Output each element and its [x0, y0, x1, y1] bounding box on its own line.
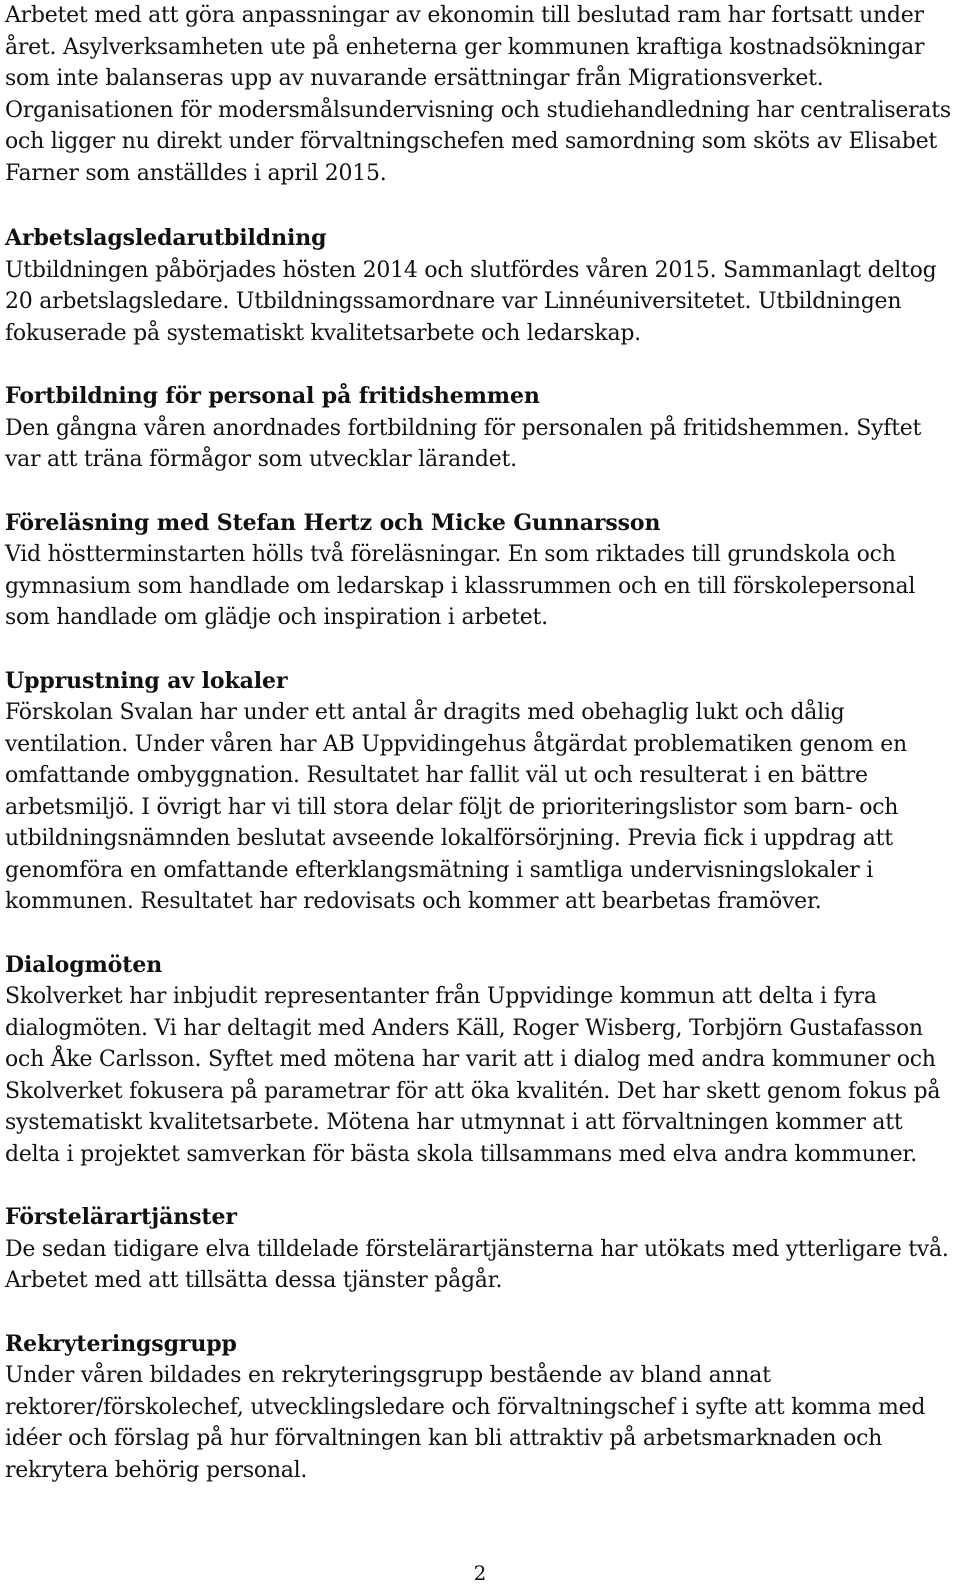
section-heading: Upprustning av lokaler: [5, 667, 288, 694]
section-paragraph: Förskolan Svalan har under ett antal år dragits med obehaglig lukt och dålig ventilation. Under våren har AB Uppvidingehus åtgärdat problematiken genom en omfattande ombyggnation. Resultatet har fallit väl ut och resulterat i en bättre arbetsmiljö. I övrigt har vi till stora delar följt de prioriteringslistor som barn- och utbildningsnämnden beslutat avseende lokalförsörjning. Previa fick i uppdrag att genomföra en omfattande efterklangsmätning i samtliga undervisningslokaler i kommunen. Resultatet har redovisats och kommer att bearbetas framöver.: [5, 700, 907, 914]
document-page: [5, 0, 955, 1486]
section-fortbildning-fritidshem: [5, 381, 955, 476]
section-paragraph: Skolverket har inbjudit representanter från Uppvidinge kommun att delta i fyra dialogmöten. Vi har deltagit med Anders Käll, Roger Wisberg, Torbjörn Gustafasson och Åke Carlsson. Syftet med mötena har varit att i dialog med andra kommuner och Skolverket fokusera på parametrar för att öka kvalitén. Det har skett genom fokus på systematiskt kvalitetsarbete. Mötena har utmynnat i att förvaltningen kommer att delta i projektet samverkan för bästa skola tillsammans med elva andra kommuner.: [5, 984, 941, 1167]
section-heading: Arbetslagsledarutbildning: [5, 225, 327, 251]
section-heading: Rekryteringsgrupp: [5, 1330, 237, 1357]
section-forelasning: [5, 508, 955, 634]
section-paragraph: Den gångna våren anordnades fortbildning för personalen på fritidshemmen. Syftet var att träna förmågor som utvecklar lärandet.: [5, 415, 922, 472]
section-paragraph: Under våren bildades en rekryteringsgrupp bestående av bland annat rektorer/förskolechef, utvecklingsledare och förvaltningschef i syfte att komma med idéer och förslag på hur förvaltningen kan bli attraktiv på arbetsmarknaden och rekrytera behörig personal.: [5, 1363, 926, 1483]
section-paragraph: De sedan tidigare elva tilldelade förstelärartjänsterna har utökats med ytterligare två. Arbetet med att tillsätta dessa tjänster pågår.: [5, 1236, 949, 1293]
section-heading: Förstelärartjänster: [5, 1204, 237, 1230]
section-rekryteringsgrupp: [5, 1329, 955, 1487]
page-number: 2: [473, 1561, 487, 1585]
section-heading: Dialogmöten: [5, 951, 163, 978]
section-arbetslagsledarutbildning: [5, 223, 955, 349]
section-heading: Fortbildning för personal på fritidshemmen: [5, 383, 540, 409]
section-heading: Föreläsning med Stefan Hertz och Micke Gunnarsson: [5, 509, 661, 536]
section-dialogmoten: [5, 950, 955, 1171]
section-paragraph: Utbildningen påbörjades hösten 2014 och slutfördes våren 2015. Sammanlagt deltog 20 arbetslagsledare. Utbildningssamordnare var Linnéuniversitetet. Utbildningen fokuserade på systematiskt kvalitetsarbete och ledarskap.: [5, 257, 937, 346]
section-paragraph: Vid höstterminstarten hölls två föreläsningar. En som riktades till grundskola och gymnasium som handlade om ledarskap i klassrummen och en till förskolepersonal som handlade om glädje och inspiration i arbetet.: [5, 542, 916, 630]
section-upprustning-lokaler: [5, 666, 955, 918]
intro-paragraph: Arbetet med att göra anpassningar av ekonomin till beslutad ram har fortsatt under året. Asylverksamheten ute på enheterna ger kommunen kraftiga kostnadsökningar som inte balanseras upp av nuvarande ersättningar från Migrationsverket. Organisationen för modersmålsundervisning och studiehandledning har centraliserats och ligger nu direkt under förvaltningschefen med samordning som sköts av Elisabet Farner som anställdes i april 2015.: [5, 3, 951, 186]
section-forstelarartjanster: [5, 1202, 955, 1297]
